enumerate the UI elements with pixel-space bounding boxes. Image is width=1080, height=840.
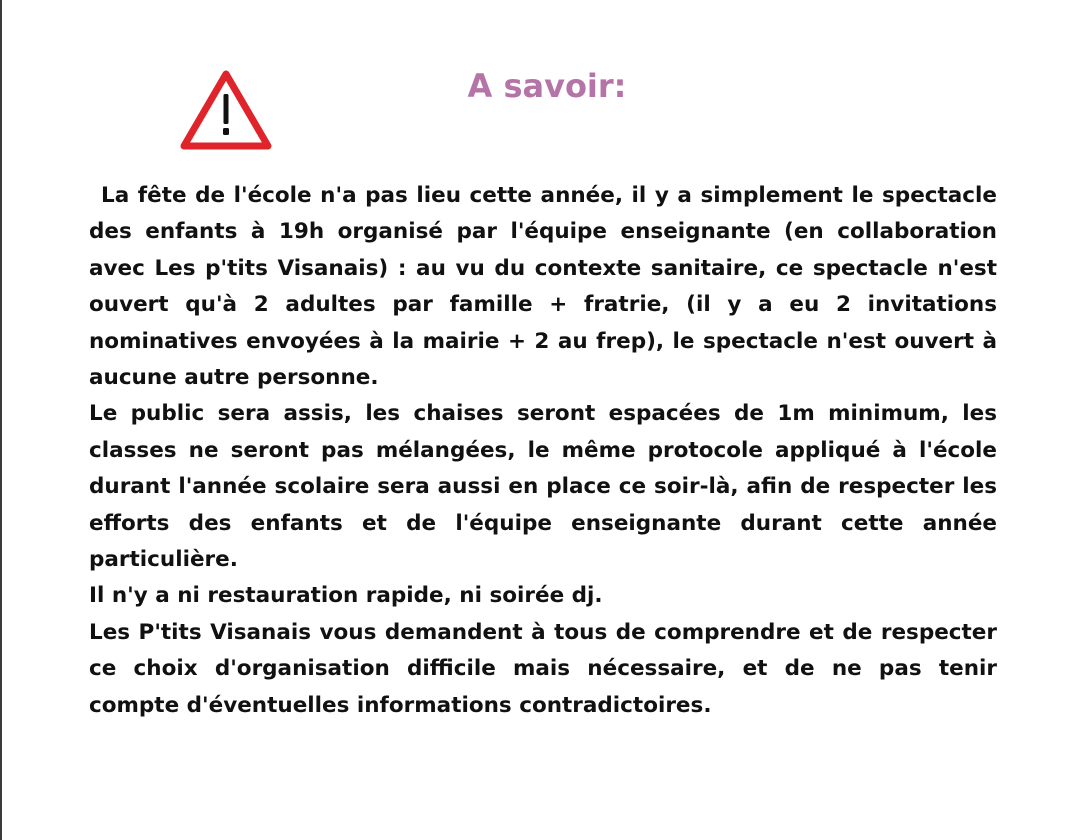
notice-body bbox=[89, 178, 997, 724]
paragraph-event-info: La fête de l'école n'a pas lieu cette année, il y a simplement le spectacle des enfants à 19h organisé par l'équipe enseignante (en collaboration avec Les p'tits Visanais) : au vu du contexte sanitaire, ce spectacle n'est ouvert qu'à 2 adultes par famille + fratrie, (il y a eu 2 invitations nominatives envoyées à la mairie + 2 au frep), le spectacle n'est ouvert à aucune autre personne. bbox=[89, 183, 997, 391]
paragraph-no-food: Il n'y a ni restauration rapide, ni soirée dj. bbox=[89, 583, 603, 609]
paragraph-seating-protocol: Le public sera assis, les chaises seront espacées de 1m minimum, les classes ne seront pas mélangées, le même protocole appliqué à l'école durant l'année scolaire sera aussi en place ce soir-là, afin de respecter les efforts des enfants et de l'équipe enseignante durant cette année particulière. bbox=[89, 401, 997, 573]
warning-triangle-icon bbox=[178, 68, 274, 152]
notice-title: A savoir: bbox=[467, 67, 627, 105]
paragraph-request: Les P'tits Visanais vous demandent à tous de comprendre et de respecter ce choix d'organisation difficile mais nécessaire, et de ne pas tenir compte d'éventuelles informations contradictoires. bbox=[89, 619, 997, 718]
